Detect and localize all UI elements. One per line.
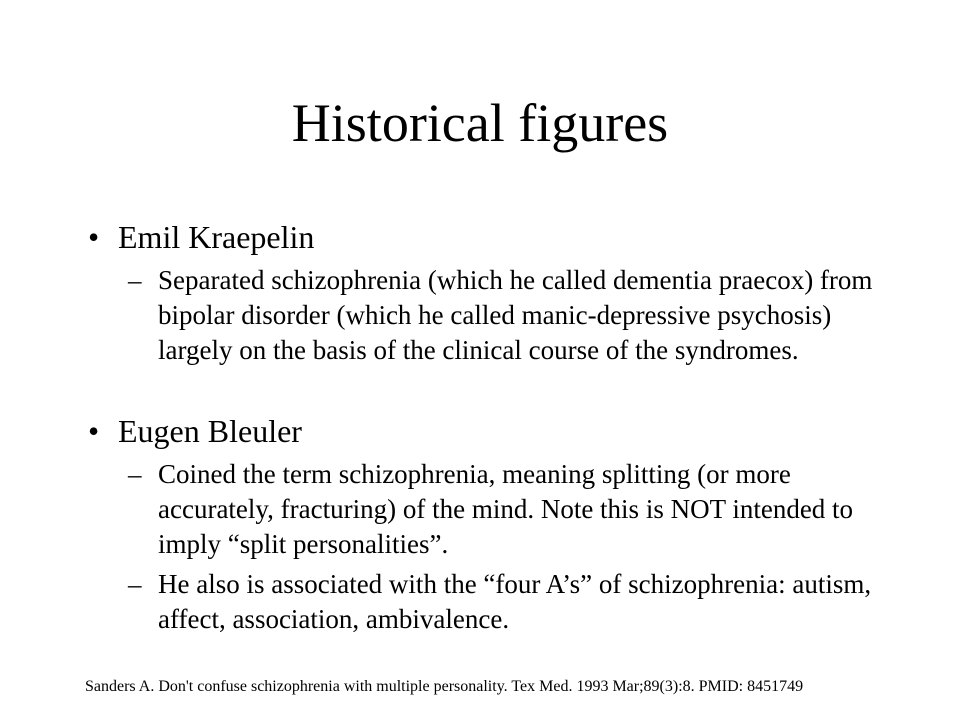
bullet-item-bleuler <box>88 412 302 450</box>
bullet-item-kraepelin <box>88 218 314 256</box>
bullet-icon: • <box>88 413 100 449</box>
slide-title: Historical figures <box>291 93 669 153</box>
bullet-icon: • <box>88 219 100 255</box>
bullet-heading: Eugen Bleuler <box>118 413 302 449</box>
bullet-heading: Emil Kraepelin <box>118 219 315 255</box>
subpoint-text: Separated schizophrenia (which he called dementia praecox) from bipolar disorder (which he called manic-depressive psychosis) largely on the basis of the clinical course of the syndromes. <box>158 265 873 365</box>
subpoint-bleuler-1 <box>128 457 888 562</box>
dash-icon: – <box>128 265 142 295</box>
subpoint-text: Coined the term schizophrenia, meaning splitting (or more accurately, fracturing) of the mind. Note this is NOT intended to imply “split personalities”. <box>158 459 854 559</box>
citation-footer: Sanders A. Don't confuse schizophrenia with multiple personality. Tex Med. 1993 Mar;89(3):8. PMID: 8451749 <box>85 678 804 695</box>
subpoint-text: He also is associated with the “four A’s” of schizophrenia: autism, affect, association, ambivalence. <box>158 569 872 634</box>
dash-icon: – <box>128 459 142 489</box>
subpoint-bleuler-2 <box>128 567 888 637</box>
subpoint-kraepelin-1 <box>128 263 888 368</box>
dash-icon: – <box>128 569 142 599</box>
